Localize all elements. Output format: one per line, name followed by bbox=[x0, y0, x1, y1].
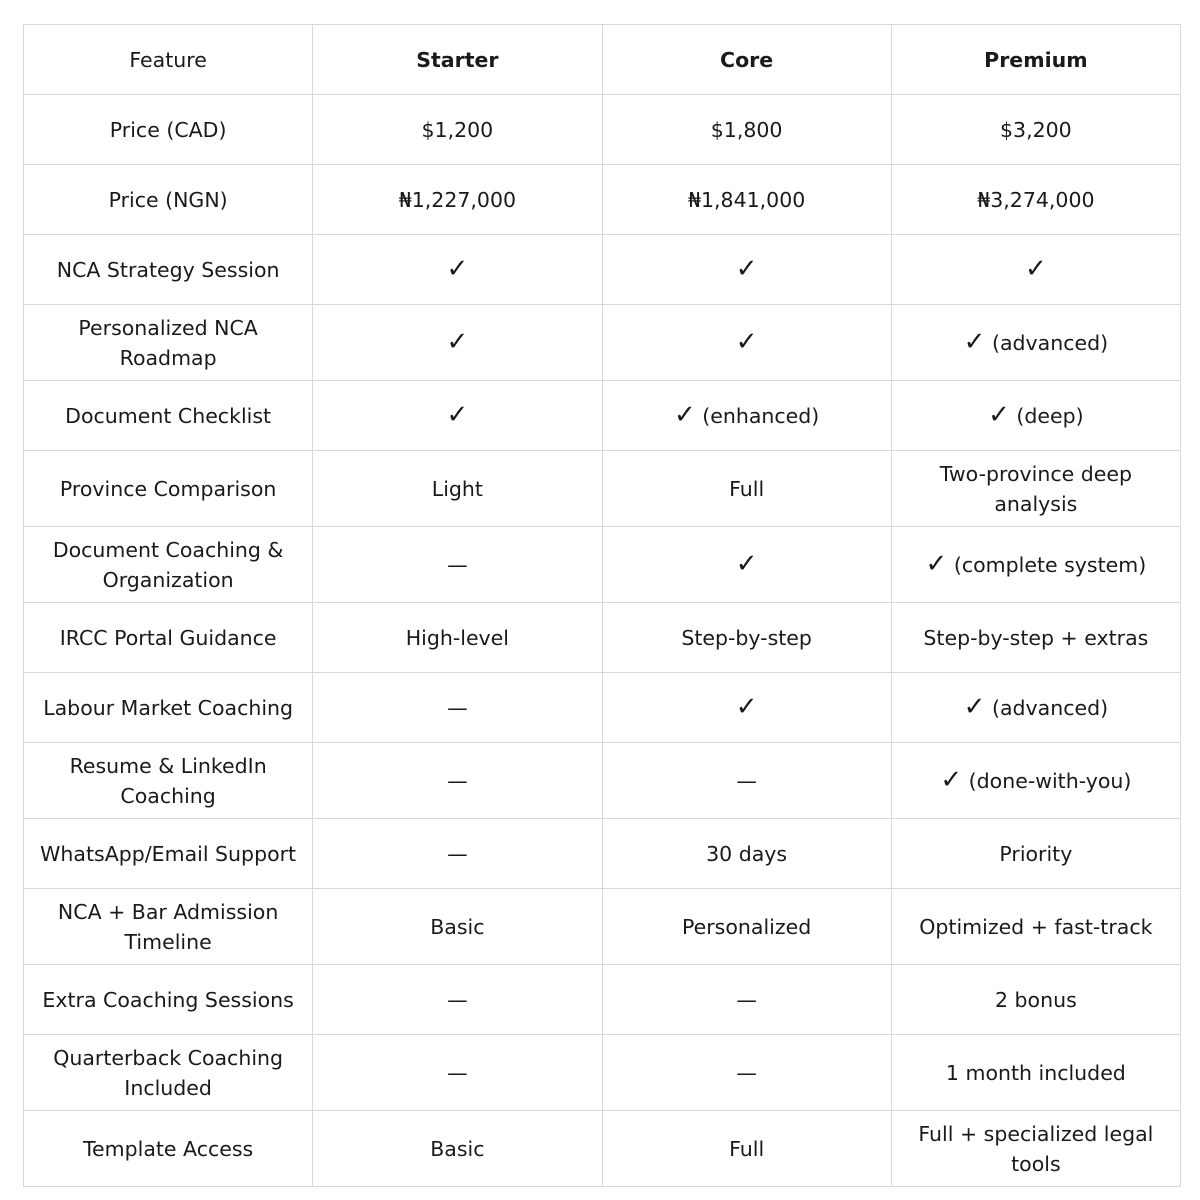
premium-cell: Optimized + fast-track bbox=[891, 889, 1180, 965]
feature-cell: Template Access bbox=[24, 1111, 313, 1187]
dash-icon: — bbox=[736, 768, 757, 793]
premium-cell bbox=[891, 381, 1180, 451]
premium-cell: $3,200 bbox=[891, 95, 1180, 165]
core-cell bbox=[602, 381, 891, 451]
header-premium: Premium bbox=[891, 25, 1180, 95]
check-icon: ✓ bbox=[735, 254, 758, 284]
core-cell: Personalized bbox=[602, 889, 891, 965]
premium-cell: 2 bonus bbox=[891, 965, 1180, 1035]
check-icon: ✓ bbox=[735, 692, 758, 722]
feature-cell: Province Comparison bbox=[24, 451, 313, 527]
core-cell: $1,800 bbox=[602, 95, 891, 165]
core-cell: ₦1,841,000 bbox=[602, 165, 891, 235]
starter-cell: High-level bbox=[313, 603, 602, 673]
check-icon: ✓ bbox=[673, 400, 696, 430]
header-core: Core bbox=[602, 25, 891, 95]
table-row bbox=[24, 451, 1181, 527]
check-icon: ✓ bbox=[446, 254, 469, 284]
starter-cell: Light bbox=[313, 451, 602, 527]
feature-cell: Labour Market Coaching bbox=[24, 673, 313, 743]
dash-icon: — bbox=[447, 695, 468, 720]
table-row bbox=[24, 603, 1181, 673]
table-row bbox=[24, 235, 1181, 305]
check-icon: ✓ bbox=[925, 549, 948, 579]
core-cell bbox=[602, 527, 891, 603]
core-cell bbox=[602, 965, 891, 1035]
cell-note: (deep) bbox=[1016, 404, 1084, 428]
starter-cell bbox=[313, 743, 602, 819]
dash-icon: — bbox=[447, 1060, 468, 1085]
premium-cell bbox=[891, 527, 1180, 603]
table-row bbox=[24, 305, 1181, 381]
starter-cell bbox=[313, 381, 602, 451]
starter-cell: Basic bbox=[313, 889, 602, 965]
feature-cell: Resume & LinkedIn Coaching bbox=[24, 743, 313, 819]
starter-cell bbox=[313, 965, 602, 1035]
core-cell bbox=[602, 305, 891, 381]
premium-cell: Step-by-step + extras bbox=[891, 603, 1180, 673]
check-icon: ✓ bbox=[446, 400, 469, 430]
table-row bbox=[24, 743, 1181, 819]
feature-cell: Personalized NCA Roadmap bbox=[24, 305, 313, 381]
cell-note: (complete system) bbox=[953, 553, 1147, 577]
dash-icon: — bbox=[447, 987, 468, 1012]
premium-cell: Two-province deep analysis bbox=[891, 451, 1180, 527]
check-icon: ✓ bbox=[446, 327, 469, 357]
starter-cell: Basic bbox=[313, 1111, 602, 1187]
table-row bbox=[24, 889, 1181, 965]
table-row bbox=[24, 965, 1181, 1035]
dash-icon: — bbox=[736, 1060, 757, 1085]
core-cell bbox=[602, 1035, 891, 1111]
premium-cell bbox=[891, 673, 1180, 743]
premium-cell: ₦3,274,000 bbox=[891, 165, 1180, 235]
check-icon: ✓ bbox=[963, 692, 986, 722]
table-row bbox=[24, 527, 1181, 603]
dash-icon: — bbox=[447, 841, 468, 866]
table-row bbox=[24, 819, 1181, 889]
dash-icon: — bbox=[447, 768, 468, 793]
feature-cell: Price (NGN) bbox=[24, 165, 313, 235]
dash-icon: — bbox=[447, 552, 468, 577]
check-icon: ✓ bbox=[735, 327, 758, 357]
cell-note: (advanced) bbox=[991, 331, 1109, 355]
cell-note: (done-with-you) bbox=[968, 769, 1132, 793]
starter-cell bbox=[313, 527, 602, 603]
starter-cell: $1,200 bbox=[313, 95, 602, 165]
core-cell: 30 days bbox=[602, 819, 891, 889]
premium-cell bbox=[891, 743, 1180, 819]
check-icon: ✓ bbox=[1024, 254, 1047, 284]
table-row bbox=[24, 1111, 1181, 1187]
core-cell: Full bbox=[602, 1111, 891, 1187]
premium-cell: Full + specialized legal tools bbox=[891, 1111, 1180, 1187]
check-icon: ✓ bbox=[988, 400, 1010, 430]
starter-cell bbox=[313, 1035, 602, 1111]
feature-cell: Document Checklist bbox=[24, 381, 313, 451]
table-row bbox=[24, 95, 1181, 165]
header-starter: Starter bbox=[313, 25, 602, 95]
premium-cell: 1 month included bbox=[891, 1035, 1180, 1111]
core-cell bbox=[602, 673, 891, 743]
table-row bbox=[24, 673, 1181, 743]
feature-cell: NCA + Bar Admission Timeline bbox=[24, 889, 313, 965]
premium-cell bbox=[891, 235, 1180, 305]
starter-cell: ₦1,227,000 bbox=[313, 165, 602, 235]
check-icon: ✓ bbox=[940, 765, 963, 795]
table-row bbox=[24, 165, 1181, 235]
core-cell bbox=[602, 235, 891, 305]
core-cell bbox=[602, 743, 891, 819]
header-feature: Feature bbox=[24, 25, 313, 95]
dash-icon: — bbox=[736, 987, 757, 1012]
table-row bbox=[24, 381, 1181, 451]
premium-cell: Priority bbox=[891, 819, 1180, 889]
core-cell: Full bbox=[602, 451, 891, 527]
cell-note: (enhanced) bbox=[702, 404, 820, 428]
feature-cell: Document Coaching & Organization bbox=[24, 527, 313, 603]
starter-cell bbox=[313, 673, 602, 743]
core-cell: Step-by-step bbox=[602, 603, 891, 673]
starter-cell bbox=[313, 819, 602, 889]
cell-note: (advanced) bbox=[991, 696, 1109, 720]
feature-cell: NCA Strategy Session bbox=[24, 235, 313, 305]
check-icon: ✓ bbox=[735, 549, 758, 579]
feature-cell: Quarterback Coaching Included bbox=[24, 1035, 313, 1111]
feature-cell: Price (CAD) bbox=[24, 95, 313, 165]
check-icon: ✓ bbox=[963, 327, 986, 357]
feature-cell: Extra Coaching Sessions bbox=[24, 965, 313, 1035]
feature-cell: IRCC Portal Guidance bbox=[24, 603, 313, 673]
feature-comparison-table bbox=[23, 24, 1181, 1187]
feature-cell: WhatsApp/Email Support bbox=[24, 819, 313, 889]
premium-cell bbox=[891, 305, 1180, 381]
starter-cell bbox=[313, 305, 602, 381]
header-row bbox=[24, 25, 1181, 95]
table-row bbox=[24, 1035, 1181, 1111]
starter-cell bbox=[313, 235, 602, 305]
